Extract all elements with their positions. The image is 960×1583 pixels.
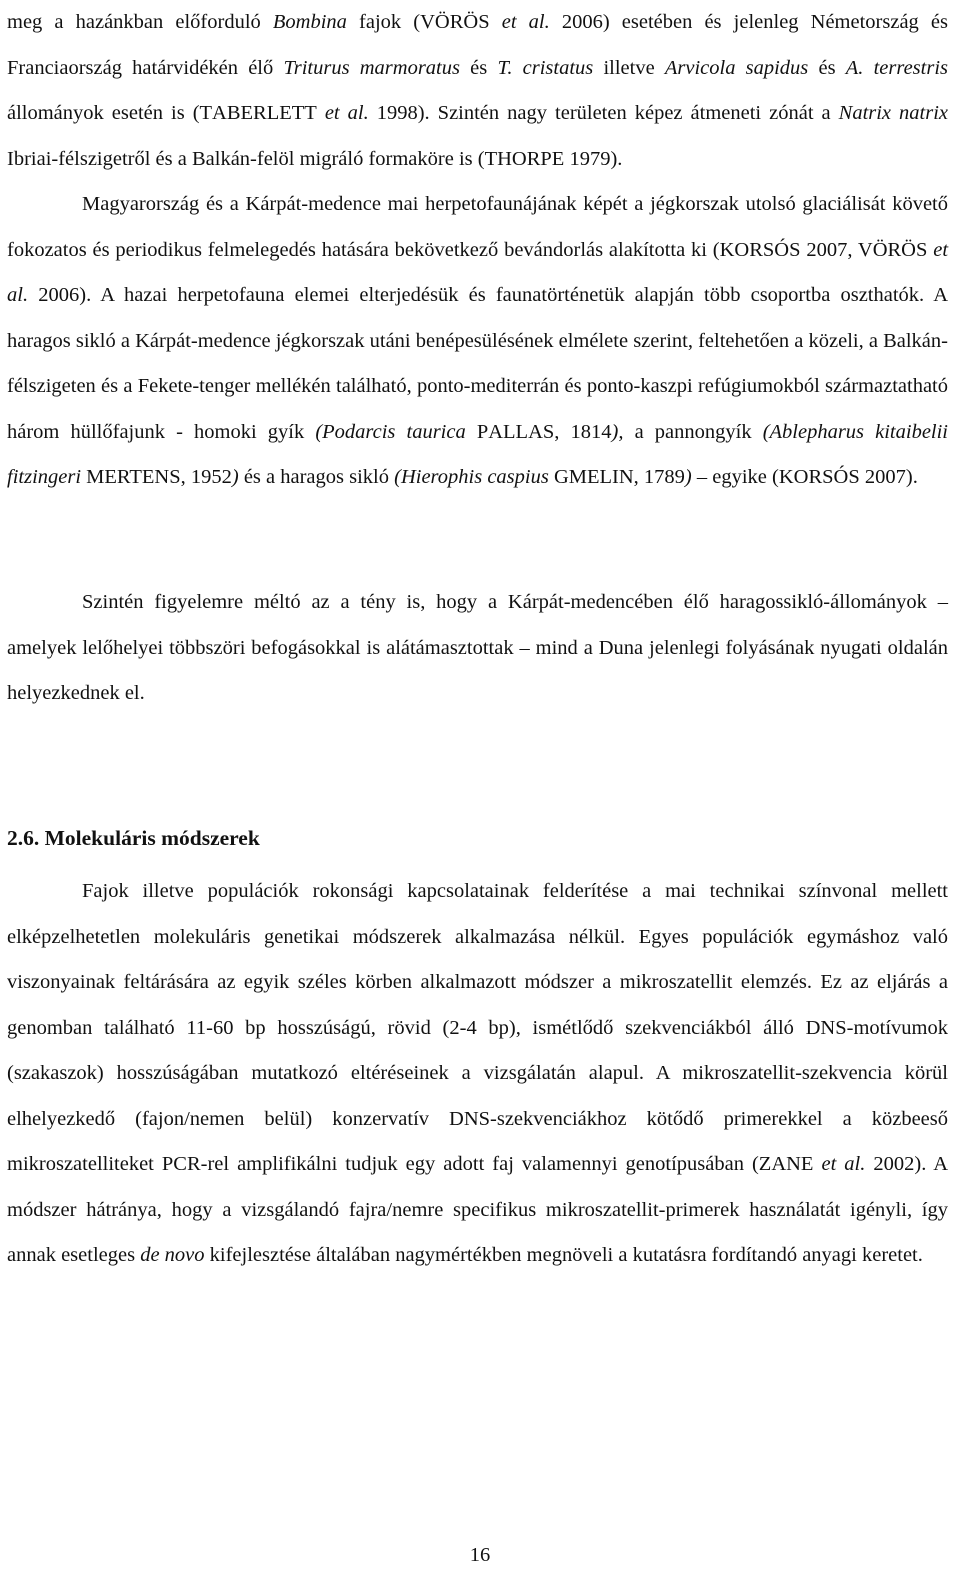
species-name: Natrix natrix: [838, 102, 949, 124]
genus-name: Bombina: [272, 11, 347, 33]
text-run: 2006). A hazai herpetofauna elemei elterjedésük és faunatörténetük alapján több csoportba oszthatók. A haragos sikló a Kárpát-medence jégkorszak utáni benépesülésének elmélete szerint, feltehetően a közeli, a Balkán-félszigeten és a Fekete-tenger mellékén található, ponto-mediterrán és ponto-kaszpi refúgiumokból származtatható három hüllőfajunk - homoki gyík: [7, 284, 948, 443]
species-name: Arvicola sapidus: [664, 56, 809, 79]
species-name: (Hierophis caspius: [394, 466, 549, 488]
species-name: (Ablepharus kitaibelii fitzingeri: [7, 420, 949, 488]
text-run: állományok esetén is (T: [7, 102, 213, 124]
section-heading: 2.6. Molekuláris módszerek: [7, 826, 260, 850]
text-run: ): [684, 466, 692, 488]
text-run: P: [465, 420, 489, 443]
species-name: A. terrestris: [845, 56, 948, 79]
text-run: 2006) esetében és jelenleg Németország és Franciaország határvidékén élő: [7, 11, 948, 79]
paragraph-text: Szintén figyelemre méltó az a tény is, hogy a Kárpát-medencében élő haragossikló-állományok – amelyek lelőhelyei többszöri befogásokkal is alátámasztottak – mind a Duna jelenlegi folyásának nyugati oldalán helyezkednek el.: [7, 591, 948, 704]
text-run: G: [548, 466, 569, 488]
et-al: et al.: [821, 1153, 866, 1175]
text-run: ): [231, 466, 239, 488]
text-run: 1998). Szintén nagy területen képez átmeneti zónát a: [368, 102, 839, 124]
author-smallcaps: ÖRÖS: [872, 238, 928, 261]
species-name: (Podarcis taurica: [315, 420, 466, 443]
text-run: Fajok illetve populációk rokonsági kapcsolatainak felderítése a mai technikai színvonal mellett elképzelhetetlen molekuláris genetikai módszerek alkalmazása nélkül. Egyes populációk egymáshoz való viszonyainak feltárására az egyik széles körben alkalmazott módszer a mikroszatellit elemzés. Ez az eljárás a genomban található 11-60 bp hosszúságú, rövid (2-4 bp), ismétlődő szekvenciákból álló DNS-motívumok (szakaszok) hosszúságában mutatkozó eltéréseinek a vizsgálatán alapul. A mikroszatellit-szekvencia körül elhelyezkedő (fajon/nemen belül) konzervatív DNS-szekvenciákhoz kötődő primerekkel a közbeeső mikroszatelliteket PCR-rel amplifikálni tudjuk egy adott faj valamennyi genotípusában (Z: [7, 880, 948, 1175]
text-run: Magyarország és a Kárpát-medence mai herpetofaunájának képét a jégkorszak utolsó glaciálisát követő fokozatos és periodikus felmelegedés hatására bekövetkező bevándorlás alakította ki (K: [7, 193, 948, 261]
text-run: , 1814: [554, 420, 612, 443]
text-run: 1979).: [564, 147, 623, 170]
text-run: kifejlesztése általában nagymértékben megnöveli a kutatásra fordítandó anyagi keretet.: [204, 1244, 923, 1266]
text-run: 2007, V: [800, 238, 873, 261]
author-smallcaps: ORSÓS: [734, 238, 801, 261]
latin-term: de novo: [140, 1244, 205, 1266]
author-smallcaps: ABERLETT: [212, 102, 317, 124]
text-run: a pannongyík: [623, 420, 763, 443]
text-run: M: [81, 466, 105, 488]
author-smallcaps: ÖRÖS: [434, 11, 490, 33]
text-run: Ibriai-félszigetről és a Balkán-felöl migráló formaköre is (T: [7, 147, 498, 170]
author-smallcaps: ANE: [771, 1153, 814, 1175]
text-run: 2002). A módszer hátránya, hogy a vizsgálandó fajra/nemre specifikus mikroszatellit-primerek használatát igényli, így annak esetleges: [7, 1153, 948, 1266]
text-run: , 1952: [180, 466, 232, 488]
page-number: 16: [469, 1544, 491, 1566]
text-run: ),: [611, 420, 624, 443]
text-run: és a haragos sikló: [238, 466, 395, 488]
paragraph-continued: [7, 0, 948, 501]
text-run: – egyike (K: [691, 466, 794, 488]
text-run: és: [808, 56, 846, 79]
author-smallcaps: ORSÓS: [793, 466, 860, 488]
text-run: illetve: [593, 56, 665, 79]
text-run: fajok (V: [346, 11, 435, 33]
text-run: és: [459, 56, 498, 79]
author-smallcaps: HORPE: [497, 147, 565, 170]
et-al: et al.: [324, 102, 369, 124]
author-smallcaps: MELIN: [568, 466, 634, 488]
author-smallcaps: ERTENS: [104, 466, 181, 488]
et-al: et al.: [7, 238, 949, 306]
paragraph: [7, 869, 948, 1279]
author-smallcaps: ALLAS: [488, 420, 555, 443]
text-run: meg a hazánkban előforduló: [7, 11, 273, 33]
text-run: 2007).: [859, 466, 918, 488]
paragraph: [7, 580, 948, 717]
et-al: et al.: [501, 11, 550, 33]
text-run: , 1789: [633, 466, 685, 488]
species-name: T. cristatus: [497, 56, 594, 79]
species-name: Triturus marmoratus: [283, 56, 460, 79]
